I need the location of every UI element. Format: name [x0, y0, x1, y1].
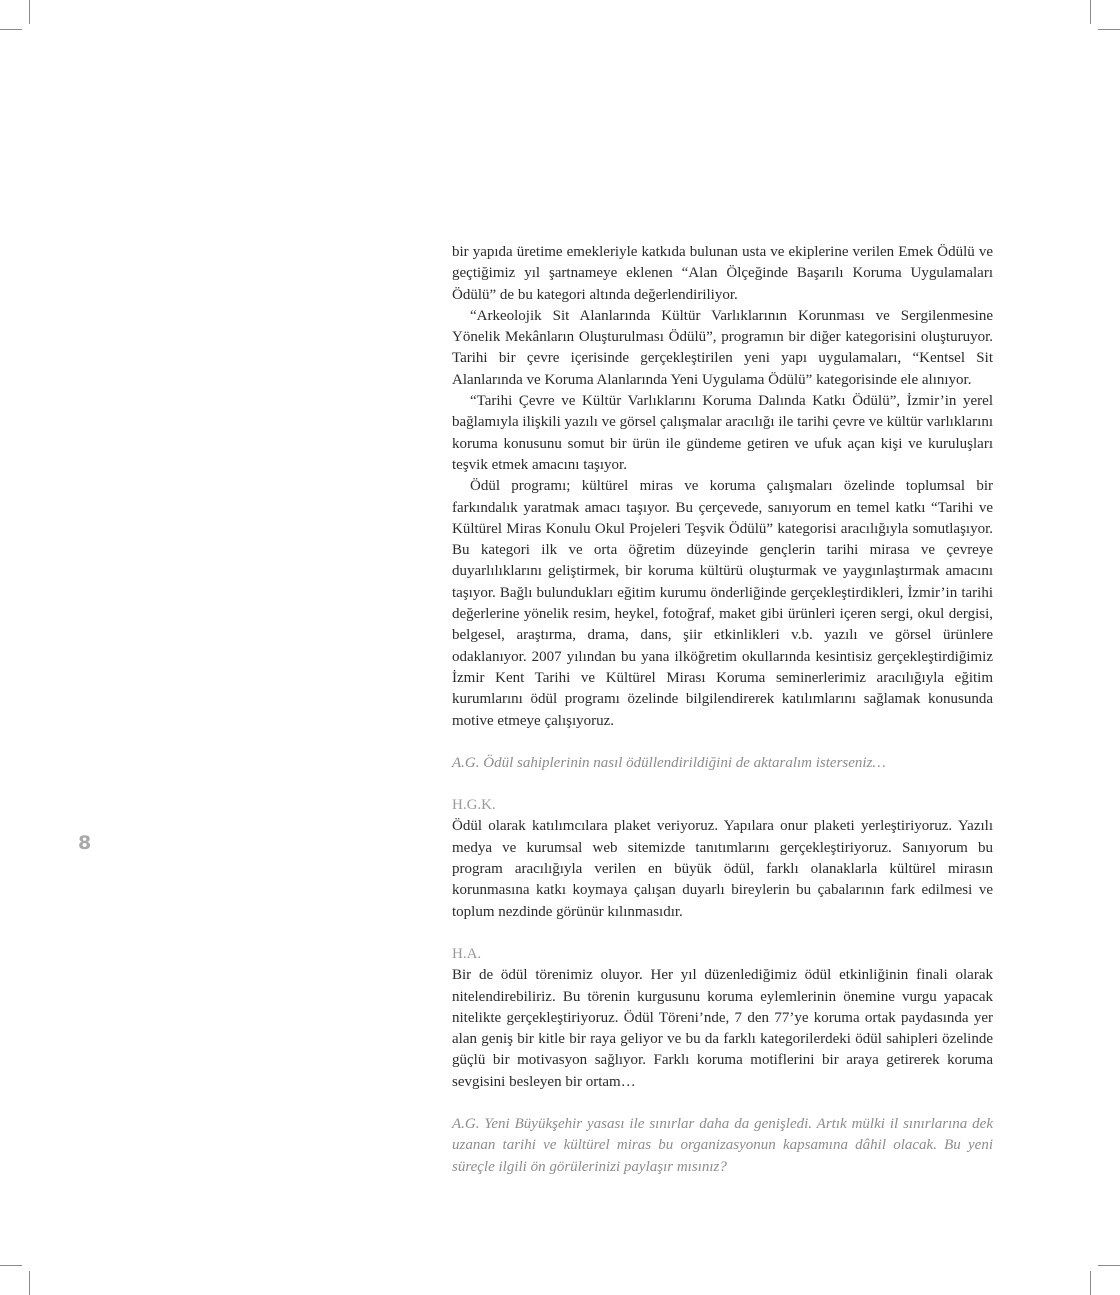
crop-mark-top-left-h [0, 29, 22, 30]
crop-mark-top-right-h [1098, 29, 1120, 30]
interviewer-question-2: A.G. Yeni Büyükşehir yasası ile sınırlar daha da genişledi. Artık mülki il sınırlarına dek uzanan tarihi ve kültürel miras bu organizasyonun kapsamına dâhil olacak. Bu yeni süreçle ilgili ön görülerinizi paylaşır mısınız? [452, 1115, 993, 1175]
speaker-label-ha: H.A. [452, 945, 482, 962]
crop-mark-bottom-left-h [0, 1265, 22, 1266]
answer-hgk: Ödül olarak katılımcılara plaket veriyoruz. Yapılara onur plaketi yerleştiriyoruz. Yazılı medya ve kurumsal web sitemizde tanıtımlarını gerçekleştiriyoruz. Sanıyorum bu program aracılığıyla verilen en büyük ödül, farklı olanaklarla kültürel mirasın korunmasına katkı koymaya çalışan duyarlı bireylerin bu çabalarının fark edilmesi ve toplum nezdinde görünür kılınmasıdır. [452, 818, 993, 920]
crop-mark-bottom-right [1090, 1271, 1091, 1295]
interviewer-question-1: A.G. Ödül sahiplerinin nasıl ödüllendirildiğini de aktaralım isterseniz… [452, 754, 886, 771]
crop-mark-top-left [29, 0, 30, 24]
crop-mark-bottom-right-h [1098, 1265, 1120, 1266]
paragraph-katki-odulu: “Tarihi Çevre ve Kültür Varlıklarını Koruma Dalında Katkı Ödülü”, İzmir’in yerel bağlamıyla ilişkili yazılı ve görsel çalışmalar aracılığı ile tarihi çevre ve kültür varlıklarını koruma konusunu somut bir ürün ile gündeme getiren ve ufuk açan kişi ve kuruluşları teşvik etmek amacını taşıyor. [452, 393, 993, 473]
paragraph-emek-odulu: bir yapıda üretime emekleriyle katkıda bulunan usta ve ekiplerine verilen Emek Ödülü ve geçtiğimiz yıl şartnameye eklenen “Alan Ölçeğinde Başarılı Koruma Uygulamaları Ödülü” de bu kategori altında değerlendiriliyor. [452, 244, 993, 303]
crop-mark-bottom-left [29, 1271, 30, 1295]
paragraph-okul-projeleri: Ödül programı; kültürel miras ve koruma çalışmaları özelinde toplumsal bir farkındalık yaratmak amacı taşıyor. Bu çerçevede, sanıyorum en temel katkı “Tarihi ve Kültürel Miras Konulu Okul Projeleri Teşvik Ödülü” kategorisi aracılığıyla somutlaşıyor. Bu kategori ilk ve orta öğretim düzeyinde gençlerin tarihi mirasa ve çevreye duyarlılıklarını geliştirmek, bir koruma kültürü oluşturmak ve yaygınlaştırmak amacını taşıyor. Bağlı bulundukları eğitim kurumu önderliğinde gerçekleştirdikleri, İzmir’in tarihi değerlerine yönelik resim, heykel, fotoğraf, maket gibi ürünleri içeren sergi, okul dergisi, belgesel, araştırma, drama, dans, şiir etkinlikleri v.b. yazılı ve görsel ürünlere odaklanıyor. 2007 yılından bu yana ilköğretim okullarında kesintisiz gerçekleştirdiğimiz İzmir Kent Tarihi ve Kültürel Mirası Koruma seminerlerimiz aracılığıyla eğitim kurumlarını ödül programı özelinde bilgilendirerek katılımlarını sağlamak konusunda motive etmeye çalışıyoruz. [452, 478, 993, 729]
paragraph-arkeolojik-sit: “Arkeolojik Sit Alanlarında Kültür Varlıklarının Korunması ve Sergilenmesine Yönelik Mekânların Oluşturulması Ödülü”, programın bir diğer kategorisini oluşturuyor. Tarihi bir çevre içerisinde gerçekleştirilen yeni yapı uygulamaları, “Kentsel Sit Alanlarında ve Koruma Alanlarında Yeni Uygulama Ödülü” kategorisinde ele alınıyor. [452, 307, 993, 388]
crop-mark-top-right [1090, 0, 1091, 24]
article-column [452, 242, 993, 1178]
page-number: 8 [78, 832, 92, 854]
speaker-label-hgk: H.G.K. [452, 797, 496, 814]
answer-ha: Bir de ödül törenimiz oluyor. Her yıl düzenlediğimiz ödül etkinliğinin finali olarak nitelendirebiliriz. Bu törenin kurgusunu koruma eylemlerinin önemine vurgu yapacak nitelikte gerçekleştiriyoruz. Ödül Töreni’nde, 7 den 77’ye koruma ortak paydasında yer alan geniş bir kitle bir raya geliyor ve bu da farklı kategorilerdeki ödül sahipleri özelinde güçlü bir motivasyon sağlıyor. Farklı koruma motiflerini bir araya getirerek koruma sevgisini besleyen bir ortam… [452, 967, 993, 1090]
